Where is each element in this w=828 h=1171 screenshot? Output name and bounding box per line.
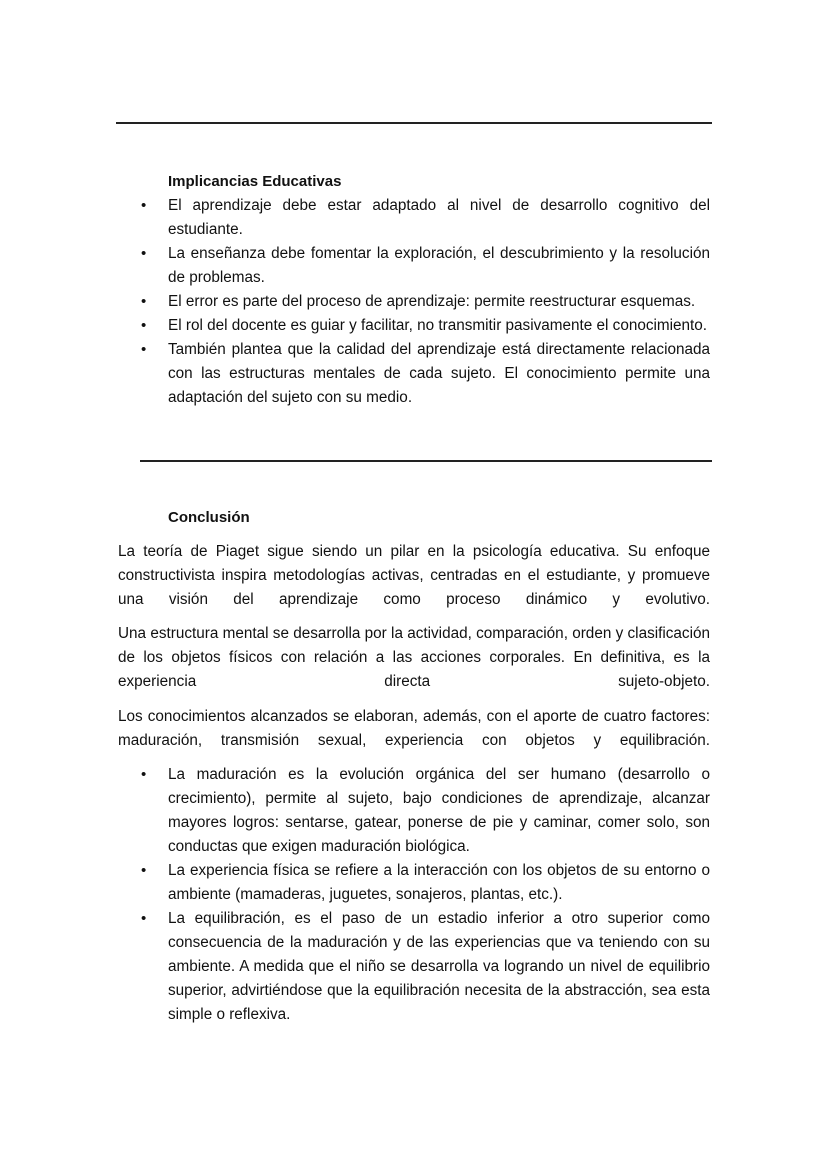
bullet-icon: • <box>141 317 147 334</box>
bullet-icon: • <box>141 766 147 783</box>
list-item <box>141 763 710 859</box>
bullet-icon: • <box>141 910 147 927</box>
factors-list <box>141 763 710 1027</box>
bullet-icon: • <box>141 197 147 214</box>
section-divider <box>140 460 712 462</box>
list-item-text: También plantea que la calidad del aprendizaje está directamente relacionada con las estructuras mentales de cada sujeto. El conocimiento permite una adaptación del sujeto con su medio. <box>168 341 710 406</box>
list-item-text: La enseñanza debe fomentar la exploración, el descubrimiento y la resolución de problemas. <box>168 245 710 286</box>
list-item <box>141 907 710 1027</box>
bullet-icon: • <box>141 341 147 358</box>
bullet-icon: • <box>141 293 147 310</box>
list-item <box>141 338 710 410</box>
conclusion-paragraph-3: Los conocimientos alcanzados se elaboran, además, con el aporte de cuatro factores: maduración, transmisión sexual, experiencia con objetos y equilibración. <box>118 708 710 749</box>
list-item-text: El error es parte del proceso de aprendizaje: permite reestructurar esquemas. <box>168 293 696 310</box>
list-item <box>141 242 710 290</box>
bullet-icon: • <box>141 862 147 879</box>
list-item <box>141 314 710 338</box>
list-item <box>141 290 710 314</box>
list-item <box>141 194 710 242</box>
list-item-text: La experiencia física se refiere a la interacción con los objetos de su entorno o ambiente (mamaderas, juguetes, sonajeros, plantas, etc.). <box>168 862 710 903</box>
top-rule <box>116 122 712 124</box>
implicancias-list <box>141 194 710 410</box>
conclusion-paragraph-2: Una estructura mental se desarrolla por la actividad, comparación, orden y clasificación de los objetos físicos con relación a las acciones corporales. En definitiva, es la experiencia directa sujeto-objeto. <box>118 625 710 690</box>
conclusion-paragraph-1: La teoría de Piaget sigue siendo un pilar en la psicología educativa. Su enfoque constructivista inspira metodologías activas, centradas en el estudiante, y promueve una visión del aprendizaje como proceso dinámico y evolutivo. <box>118 543 710 608</box>
implicancias-heading: Implicancias Educativas <box>168 173 342 190</box>
bullet-icon: • <box>141 245 147 262</box>
list-item-text: La equilibración, es el paso de un estadio inferior a otro superior como consecuencia de la maduración y de las experiencias que va teniendo con su ambiente. A medida que el niño se desarrolla va logrando un nivel de equilibrio superior, advirtiéndose que la equilibración necesita de la abstracción, sea esta simple o reflexiva. <box>168 910 710 1023</box>
list-item <box>141 859 710 907</box>
list-item-text: La maduración es la evolución orgánica del ser humano (desarrollo o crecimiento), permite al sujeto, bajo condiciones de aprendizaje, alcanzar mayores logros: sentarse, gatear, ponerse de pie y caminar, comer solo, son conductas que exigen maduración biológica. <box>168 766 710 855</box>
list-item-text: El aprendizaje debe estar adaptado al nivel de desarrollo cognitivo del estudiante. <box>168 197 710 238</box>
list-item-text: El rol del docente es guiar y facilitar, no transmitir pasivamente el conocimiento. <box>168 317 708 334</box>
conclusion-heading: Conclusión <box>168 509 250 526</box>
